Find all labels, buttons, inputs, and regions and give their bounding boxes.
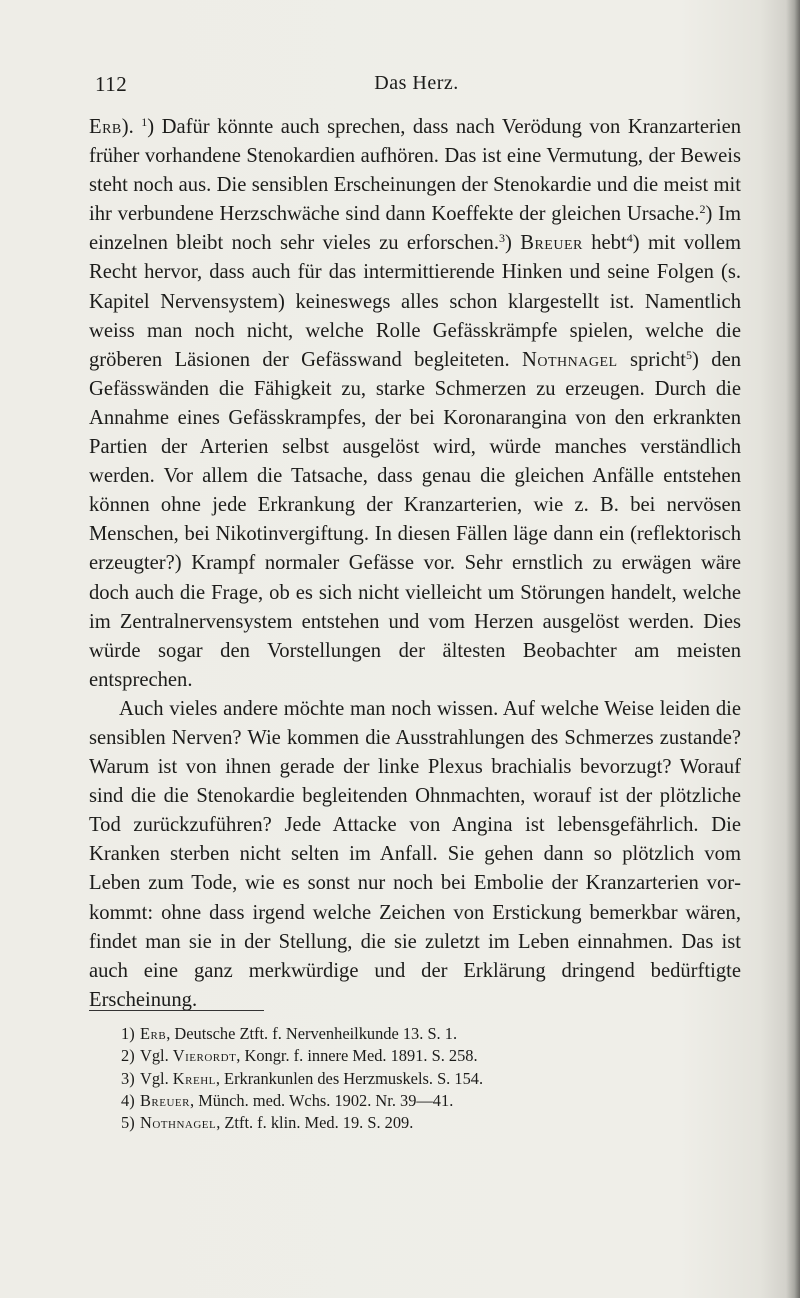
page-edge-shadow (786, 0, 800, 1298)
author-name: Vierordt (172, 1046, 237, 1066)
footnote-divider (89, 1010, 264, 1011)
footnote: 2) Vgl. Vierordt, Kongr. f. innere Med. 1891. S. 258. (121, 1046, 478, 1066)
author-name: Breuer (140, 1090, 190, 1110)
paragraph: Erb). $^1$) Dafür könnte auch sprechen, dass nach Verödung von Kranzarterien früher vorhandene Stenokardien aufhören. Das ist eine Vermutung, der Beweis steht noch aus. Die sensiblen Erscheinungen der Stenokardie und die meist mit ihr verbundene Herzschwäche sind dann Koeffekte der gleichen Ursache.$^2$) Im einzelnen bleibt noch sehr vieles zu erforschen.$^3$) Breuer hebt$^4$) mit vollem Recht hervor, dass auch für das intermittierende Hinken und seine Folgen (s. Kapitel Nervensystem) keineswegs alles schon klargestellt ist. Namentlich weiss man noch nicht, welche Rolle Gefässkrämpfe spielen, welche die gröberen Läsionen der Gefässwand begleiteten. Nothnagel spricht$^5$) den Gefässwänden die Fähigkeit zu, starke Schmerzen zu erzeugen. Durch die Annahme eines Gefässkrampfes, der bei Koronarangina von den erkrankten Partien der Arterien selbst ausgelöst wird, würde manches verständlich werden. Vor allem die Tatsache, dass genau die gleichen Anfälle entstehen können ohne jede Erkrankung der Kranzarterien, wie z. B. bei nervösen Menschen, bei Nikotinvergiftung. In diesen Fällen läge dann ein (reflektorisch erzeugter?) Krampf normaler Gefässe vor. Sehr ernstlich zu erwägen wäre doch auch die Frage, ob es sich nicht vielleicht um Störungen handelt, welche im Zentralnervensystem entstehen und vom Herzen ausgelöst werden. Dies würde sogar den Vorstellungen der ältesten Beobachter am meisten entsprechen. (89, 115, 742, 691)
footnote-ref: 1 (141, 115, 148, 129)
footnote-ref: 3 (498, 231, 505, 246)
page-header (95, 72, 738, 102)
author-name: Erb (89, 116, 122, 138)
footnote: 3) Vgl. Krehl, Erkrankunlen des Herzmuskels. S. 154. (121, 1068, 484, 1088)
footnote: 4) Breuer, Münch. med. Wchs. 1902. Nr. 39—41. (121, 1090, 454, 1110)
author-name: Nothnagel (522, 348, 618, 371)
author-name: Krehl (172, 1068, 216, 1088)
footnote: 5) Nothnagel, Ztft. f. klin. Med. 19. S. 209. (121, 1113, 414, 1133)
footnote-ref: 5 (686, 347, 693, 362)
paragraph: Auch vieles andere möchte man noch wissen. Auf welche Weise leiden die sensiblen Nerven? Wie kommen die Ausstrahlungen des Schmerzes zustande? Warum ist von ihnen gerade der linke Plexus brachialis bevorzugt? Worauf sind die die Stenokardie begleitenden Ohnmachten, worauf ist der plötzliche Tod zurückzuführen? Jede Attacke von Angina ist lebensgefährlich. Die Kranken sterben nicht selten im Anfall. Sie gehen dann so plötzlich vom Leben zum Tode, wie es sonst nur noch bei Embolie der Kranzarterien vorkommt: ohne dass irgend welche Zeichen von Erstickung bemerkbar wären, findet man sie in der Stellung, die sie zuletzt im Leben einnahmen. Das ist auch eine ganz merkwürdige und der Erklärung dringend bedürftigte Erscheinung. (89, 697, 741, 1011)
author-name: Nothnagel (140, 1113, 217, 1133)
footnote: 1) Erb, Deutsche Ztft. f. Nervenheilkunde 13. S. 1. (121, 1024, 458, 1043)
main-text (89, 113, 741, 1015)
author-name: Breuer (520, 232, 583, 255)
footnote-ref: 2 (699, 202, 706, 217)
running-title: Das Herz. (374, 72, 459, 94)
author-name: Erb (140, 1024, 167, 1043)
page-number: 112 (95, 72, 128, 96)
footnote-ref: 4 (626, 231, 633, 246)
footnotes (121, 1023, 721, 1134)
